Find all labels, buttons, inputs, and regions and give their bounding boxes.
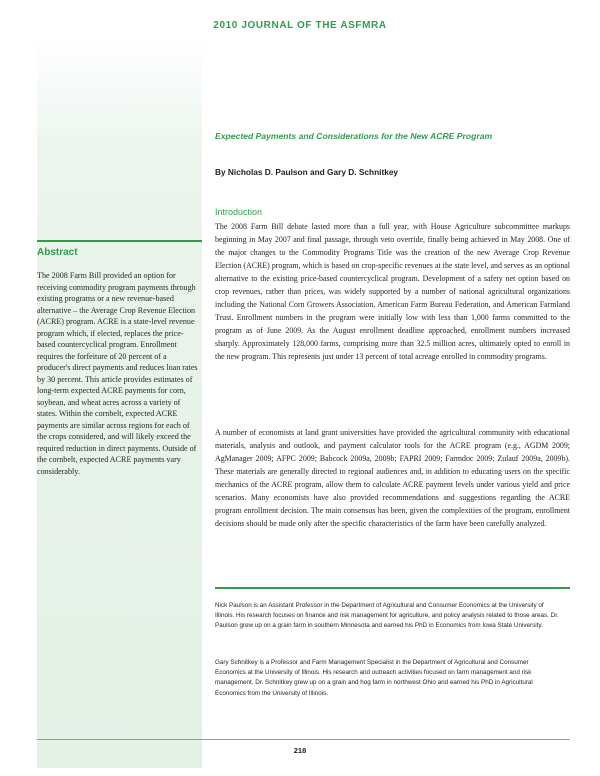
author-bio-schnitkey: Gary Schnitkey is a Professor and Farm Management Specialist in the Department of Agricultural and Consumer Economics at the University of Illinois. His research and outreach activities focused on farm management and risk management. Dr. Schnitkey grew up on a grain and hog farm in northwest Ohio and earned his PhD in Agricultural Economics from the University of Illinois. [215, 659, 533, 697]
body-paragraph: A number of economists at land grant universities have provided the agricultural community with educational materials, analysis and outlook, and payment calculator tools for the ACRE program (e.g., AGDM 2009; AgManager 2009; AFPC 2009; Babcock 2009a, 2009b; FAPRI 2009; Farmdoc 2009; Zulauf 2009a, 2009b). These materials are generally directed to regional audiences and, in addition to educating users on the specific mechanics of the ACRE program, allow them to calculate ACRE payment levels under various yield and price scenarios. Many economists have also provided recommendations and suggestions regarding the ACRE program enrollment decision. The main consensus has been, given the complexities of the program, enrollment decisions should be made only after the specific characteristics of the farm have been carefully analyzed. [215, 428, 570, 529]
author-bio-paulson: Nick Paulson is an Assistant Professor in the Department of Agricultural and Consumer Economics at the University of Illinois. His research focuses on finance and risk management for agriculture, and policy analysis related to those areas. Dr. Paulson grew up on a grain farm in southern Minnesota and earned his PhD in Economics from Iowa State University. [215, 602, 559, 630]
article-authors: By Nicholas D. Paulson and Gary D. Schnitkey [215, 167, 399, 177]
abstract-divider [37, 240, 202, 242]
footer-divider [37, 739, 570, 740]
abstract-text: The 2008 Farm Bill provided an option for receiving commodity program payments through existing programs or a new revenue-based alternative – the Average Crop Revenue Election (ACRE) program. ACRE is a state-level revenue program which, if elected, replaces the price-based countercyclical program. Enrollment requires the forfeiture of 20 percent of a producer's direct payments and reduces loan rates by 30 percent. This article provides estimates of long-term expected ACRE payments for corn, soybean, and wheat acres across a variety of states. Within the cornbelt, expected ACRE payments are similar across regions for each of the crops considered, and will likely exceed the required reduction in direct payments. Outside of the cornbelt, expected ACRE payments vary considerably. [37, 271, 198, 476]
bio-divider [215, 587, 570, 589]
journal-header: 2010 JOURNAL OF THE ASFMRA [213, 20, 387, 31]
article-title: Expected Payments and Considerations for the New ACRE Program [215, 131, 493, 141]
page-number: 218 [293, 746, 307, 755]
abstract-title: Abstract [37, 247, 78, 258]
section-heading-introduction: Introduction [215, 207, 263, 217]
body-paragraph: The 2008 Farm Bill debate lasted more than a full year, with House Agriculture subcommittee markups beginning in May 2007 and final passage, through veto override, finally being achieved in May 2008. One of the major changes to the Commodity Programs Title was the creation of the new Average Crop Revenue Election (ACRE) program, which is based on crop-specific revenues at the state level, and serves as an optional alternative to the existing price-based countercyclical program. Development of a safety net option based on crop revenues, rather than prices, was widely supported by a number of national agricultural organizations including the National Corn Growers Association, American Farm Bureau Federation, and American Farmland Trust. Enrollment numbers in the program were initially low with less than 1,000 farms committed to the program as of June 2009. As the August enrollment deadline approached, enrollment numbers increased sharply. Approximately 128,000 farms, comprising more than 32.5 million acres, ultimately opted to enroll in the new program. This represents just under 13 percent of total acreage enrolled in commodity programs. [215, 222, 570, 362]
